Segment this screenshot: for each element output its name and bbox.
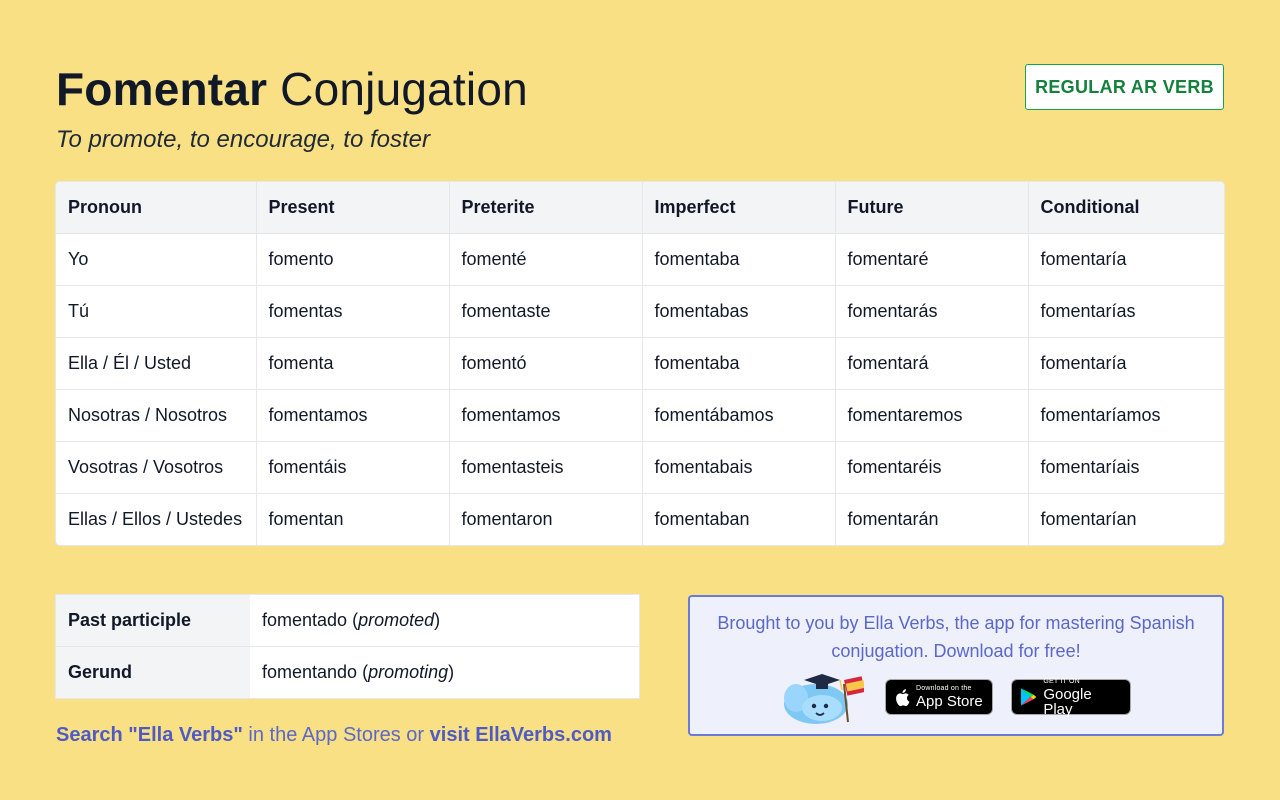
app-store-big-text: App Store (916, 693, 983, 710)
conjugation-cell: fomentasteis (449, 442, 642, 494)
search-hint (56, 724, 612, 747)
conjugation-cell: fomentaste (449, 286, 642, 338)
conjugation-cell: fomentaría (1028, 338, 1224, 390)
table-row (56, 234, 1224, 286)
app-store-small-text: Download on the (916, 685, 972, 692)
column-header: Pronoun (56, 182, 256, 234)
column-header: Future (835, 182, 1028, 234)
past-participle-label: Past participle (56, 595, 250, 647)
pronoun-cell: Ella / Él / Usted (56, 338, 256, 390)
apple-icon (894, 688, 910, 707)
table-row (56, 595, 639, 647)
conjugation-cell: fomentaron (449, 494, 642, 546)
promo-text: Brought to you by Ella Verbs, the app for mastering Spanish conjugation. Download for free! (717, 613, 1195, 661)
past-participle-value: fomentado (promoted) (250, 595, 639, 647)
google-play-big-text: Google Play (1043, 685, 1092, 718)
conjugation-cell: fomentaréis (835, 442, 1028, 494)
column-header: Present (256, 182, 449, 234)
conjugation-cell: fomentaremos (835, 390, 1028, 442)
conjugation-cell: fomentabais (642, 442, 835, 494)
page-title (56, 62, 528, 116)
conjugation-cell: fomentaría (1028, 234, 1224, 286)
conjugation-cell: fomentará (835, 338, 1028, 390)
ella-mascot-icon (782, 670, 864, 726)
conjugation-cell: fomentamos (256, 390, 449, 442)
pronoun-cell: Vosotras / Vosotros (56, 442, 256, 494)
conjugation-cell: fomentaríamos (1028, 390, 1224, 442)
conjugation-cell: fomentaríais (1028, 442, 1224, 494)
conjugation-cell: fomentan (256, 494, 449, 546)
pronoun-cell: Ellas / Ellos / Ustedes (56, 494, 256, 546)
app-store-button[interactable] (885, 679, 993, 715)
pronoun-cell: Nosotras / Nosotros (56, 390, 256, 442)
conjugation-cell: fomentaba (642, 234, 835, 286)
conjugation-cell: fomentábamos (642, 390, 835, 442)
gerund-meaning: promoting (368, 662, 449, 682)
conjugation-cell: fomentaban (642, 494, 835, 546)
column-header: Conditional (1028, 182, 1224, 234)
conjugation-cell: fomentaba (642, 338, 835, 390)
gerund: fomentando (262, 662, 358, 682)
table-header-row (56, 182, 1224, 234)
conjugation-cell: fomentarás (835, 286, 1028, 338)
conjugation-cell: fomenta (256, 338, 449, 390)
conjugation-cell: fomentarían (1040, 509, 1137, 529)
gerund-label: Gerund (56, 647, 250, 699)
google-play-text (1043, 678, 1122, 717)
table-row (56, 286, 1224, 338)
past-participle: fomentado (262, 610, 348, 630)
conjugation-cell: fomentaré (835, 234, 1028, 286)
app-store-text (916, 685, 983, 709)
table-row (56, 647, 639, 699)
promo-box (688, 595, 1224, 736)
conjugation-cell: fomentas (256, 286, 449, 338)
conjugation-cell: fomento (256, 234, 449, 286)
pronoun-cell: Tú (56, 286, 256, 338)
column-header: Preterite (449, 182, 642, 234)
verb-type-badge: REGULAR AR VERB (1025, 64, 1224, 110)
google-play-icon (1020, 687, 1037, 707)
conjugation-table (56, 182, 1224, 545)
website-link[interactable]: visit EllaVerbs.com (429, 724, 612, 746)
conjugation-cell: fomentabas (642, 286, 835, 338)
conjugation-cell: fomentamos (449, 390, 642, 442)
title-suffix: Conjugation (280, 63, 528, 115)
verb-forms-table (56, 595, 639, 698)
table-row (56, 494, 1224, 546)
table-row (56, 442, 1224, 494)
table-row (56, 390, 1224, 442)
conjugation-cell: fomentó (449, 338, 642, 390)
column-header: Imperfect (642, 182, 835, 234)
conjugation-cell: fomentáis (256, 442, 449, 494)
table-row (56, 338, 1224, 390)
conjugation-cell: fomenté (449, 234, 642, 286)
past-participle-meaning: promoted (358, 610, 435, 630)
verb-translation: To promote, to encourage, to foster (56, 126, 431, 153)
pronoun-cell: Yo (56, 234, 256, 286)
conjugation-cell: fomentarías (1028, 286, 1224, 338)
gerund-value: fomentando (promoting) (262, 662, 455, 682)
verb-name: Fomentar (56, 63, 268, 115)
google-play-button[interactable] (1011, 677, 1131, 718)
conjugation-cell: fomentarán (835, 494, 1028, 546)
search-hint-middle: in the App Stores or (242, 724, 430, 746)
search-app-link[interactable]: Search "Ella Verbs" (56, 724, 243, 746)
google-play-small-text: GET IT ON (1043, 677, 1080, 685)
